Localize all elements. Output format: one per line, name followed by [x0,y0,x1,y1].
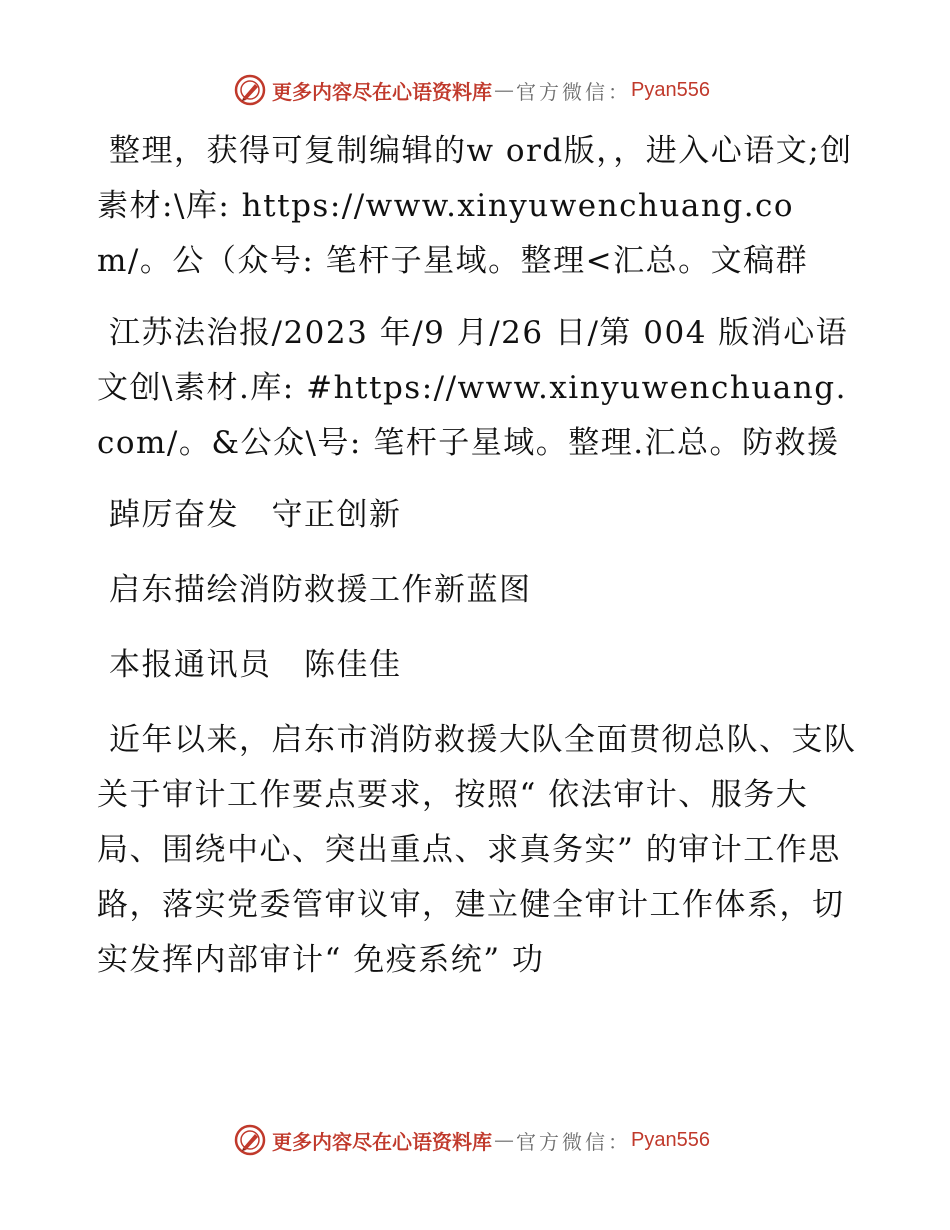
pen-logo-icon [234,74,266,106]
paragraph-source: 江苏法治报/2023 年/9 月/26 日/第 004 版消心语文创\素材.库: #https://www.xinyuwenchuang.com/。&公众\号: 笔杆子星域。整理.汇总。防救援 [97,315,849,461]
paragraph-body: 近年以来，启东市消防救援大队全面贯彻总队、支队关于审计工作要点要求，按照“ 依法审计、服务大局、围绕中心、突出重点、求真务实” 的审计工作思路，落实党委管审议审，建立健全审计工作体系，切实发挥内部审计“ 免疫系统” 功 [97,722,857,978]
paragraph-intro: 整理，获得可复制编辑的w ord版，，进入心语文;创素材:\库: https://www.xinyuwenchuang.com/。公（众号: 笔杆子星域。整理<汇总。文稿群 [97,133,853,279]
article-headline-1: 踔厉奋发 守正创新 [109,497,402,533]
footer-banner [234,1122,734,1158]
banner-dash: — [494,1128,514,1152]
banner-wechat-id: Pyan556 [631,1128,710,1151]
banner-wechat-label: 官方微信： [516,1129,631,1154]
article-headline-2: 启东描绘消防救援工作新蓝图 [109,572,532,608]
banner-dash: — [494,78,514,102]
document-body [97,124,857,1005]
banner-wechat-label: 官方微信： [516,79,631,104]
article-byline: 本报通讯员 陈佳佳 [109,647,402,683]
banner-title: 更多内容尽在心语资料库 [272,1129,492,1154]
header-banner [234,72,734,108]
banner-wechat-id: Pyan556 [631,78,710,101]
banner-title: 更多内容尽在心语资料库 [272,79,492,104]
pen-logo-icon [234,1124,266,1156]
